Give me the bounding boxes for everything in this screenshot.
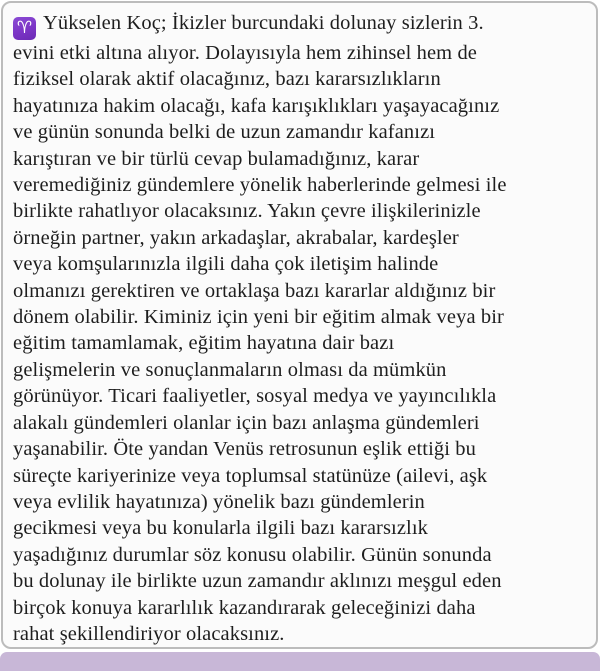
text-line: birlikte rahatlıyor olacaksınız. Yakın çevre ilişkilerinizle <box>13 200 481 223</box>
text-line: bu dolunay ile birlikte uzun zamandır aklınızı meşgul eden <box>13 570 502 593</box>
text-line: evini etki altına alıyor. Dolayısıyla hem zihinsel hem de <box>13 42 477 64</box>
text-line: birçok konuya kararlılık kazandırarak geleceğinizi daha <box>13 596 476 619</box>
text-line: alakalı gündemleri olanlar için bazı anlaşma gündemleri <box>13 411 480 434</box>
horoscope-card <box>1 1 598 649</box>
text-line: gelişmelerin ve sonuçlanmaların olması da mümkün <box>13 358 447 381</box>
aries-icon: ♈ <box>13 17 36 40</box>
text-line: süreçte kariyerinize veya toplumsal statünüze (ailevi, aşk <box>13 464 488 487</box>
text-line: dönem olabilir. Kiminiz için yeni bir eğitim almak veya bir <box>13 306 504 329</box>
text-line: karıştıran ve bir türlü cevap bulamadığınız, karar <box>13 147 420 170</box>
text-line: veya evlilik hayatınıza) yönelik bazı gündemlerin <box>13 490 425 513</box>
text-line: görünüyor. Ticari faaliyetler, sosyal medya ve yayıncılıkla <box>13 385 497 408</box>
text-line: veya komşularınızla ilgili daha çok iletişim halinde <box>13 253 439 276</box>
text-line: rahat şekillendiriyor olacaksınız. <box>13 622 285 645</box>
text-line: olmanızı gerektiren ve ortaklaşa bazı kararlar aldığınız bir <box>13 279 496 302</box>
next-card-top-edge <box>0 652 600 671</box>
text-line: fiziksel olarak aktif olacağınız, bazı kararsızlıkların <box>13 68 441 91</box>
text-line: gecikmesi veya bu konularla ilgili bazı kararsızlık <box>13 517 428 540</box>
horoscope-text <box>3 3 596 647</box>
text-line: ve günün sonunda belki de uzun zamandır kafanızı <box>13 121 436 144</box>
text-line: yaşanabilir. Öte yandan Venüs retrosunun eşlik ettiği bu <box>13 438 476 461</box>
text-line: örneğin partner, yakın arkadaşlar, akrabalar, kardeşler <box>13 226 459 249</box>
text-line: veremediğiniz gündemlere yönelik haberlerinde gelmesi ile <box>13 174 507 197</box>
text-line: ♈ Yükselen Koç; İkizler burcundaki dolunay sizlerin 3. <box>13 10 588 40</box>
text-line: eğitim tamamlamak, eğitim hayatına dair bazı <box>13 332 395 355</box>
text-line: yaşadığınız durumlar söz konusu olabilir. Günün sonunda <box>13 543 492 566</box>
text-line: hayatınıza hakim olacağı, kafa karışıklıkları yaşayacağınız <box>13 94 500 117</box>
